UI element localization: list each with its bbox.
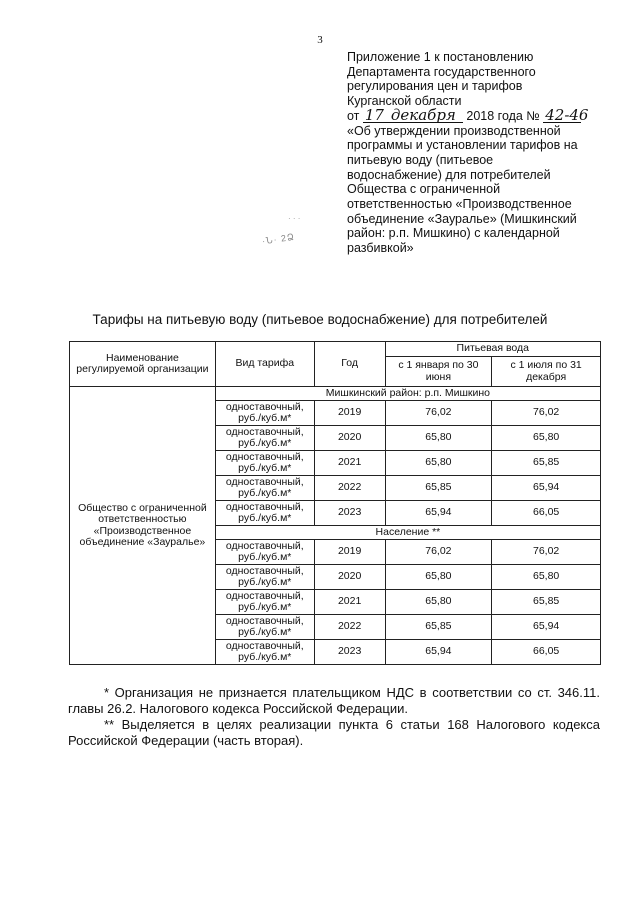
tariff-value-first-half: 76,02 bbox=[385, 540, 492, 565]
resolution-description bbox=[347, 124, 617, 256]
tariff-type-cell: одноставочный, руб./куб.м* bbox=[215, 501, 314, 526]
table-title: Тарифы на питьевую воду (питьевое водоснабжение) для потребителей bbox=[92, 312, 548, 327]
header-tariff-type: Вид тарифа bbox=[215, 342, 314, 387]
description-line: Общества с ограниченной bbox=[347, 182, 501, 197]
description-line: «Об утверждении производственной bbox=[347, 123, 561, 138]
tariff-value-second-half: 65,85 bbox=[492, 451, 601, 476]
year-cell: 2019 bbox=[314, 401, 385, 426]
faint-stamp: ·Ն· 2Ձ bbox=[261, 231, 296, 247]
year-cell: 2022 bbox=[314, 476, 385, 501]
description-line: объединение «Зауралье» (Мишкинский bbox=[347, 211, 577, 226]
appendix-header bbox=[347, 50, 617, 256]
description-line: ответственностью «Производственное bbox=[347, 197, 572, 212]
year-cell: 2019 bbox=[314, 540, 385, 565]
tariff-value-second-half: 76,02 bbox=[492, 540, 601, 565]
description-line: программы и установлении тарифов на bbox=[347, 138, 578, 153]
tariff-value-first-half: 65,94 bbox=[385, 501, 492, 526]
tariff-value-first-half: 65,80 bbox=[385, 590, 492, 615]
tariff-type-cell: одноставочный, руб./куб.м* bbox=[215, 640, 314, 665]
header-period-first-half: с 1 января по 30 июня bbox=[385, 357, 492, 387]
year-cell: 2021 bbox=[314, 590, 385, 615]
footnote-population: ** Выделяется в целях реализации пункта 6 статьи 168 Налогового кодекса Российской Федерации (часть вторая). bbox=[68, 717, 600, 748]
tariff-value-first-half: 65,80 bbox=[385, 426, 492, 451]
section-label: Население ** bbox=[215, 526, 600, 540]
tariff-type-cell: одноставочный, руб./куб.м* bbox=[215, 540, 314, 565]
description-line: разбивкой» bbox=[347, 241, 414, 256]
tariff-value-second-half: 65,85 bbox=[492, 590, 601, 615]
tariff-type-cell: одноставочный, руб./куб.м* bbox=[215, 401, 314, 426]
handwritten-month: декабря bbox=[389, 109, 463, 123]
tariff-value-first-half: 76,02 bbox=[385, 401, 492, 426]
year-cell: 2021 bbox=[314, 451, 385, 476]
section-row bbox=[70, 387, 601, 401]
page-number: 3 bbox=[317, 34, 323, 46]
header-year: Год bbox=[314, 342, 385, 387]
tariff-type-cell: одноставочный, руб./куб.м* bbox=[215, 615, 314, 640]
header-line: Курганской области bbox=[347, 94, 462, 109]
tariff-value-second-half: 65,94 bbox=[492, 476, 601, 501]
tariff-type-cell: одноставочный, руб./куб.м* bbox=[215, 426, 314, 451]
footnotes bbox=[68, 685, 600, 749]
year-cell: 2022 bbox=[314, 615, 385, 640]
section-label: Мишкинский район: р.п. Мишкино bbox=[215, 387, 600, 401]
date-prefix: от bbox=[347, 108, 360, 123]
header-line: регулирования цен и тарифов bbox=[347, 79, 523, 94]
resolution-date-line bbox=[347, 105, 617, 124]
table-header-row bbox=[70, 342, 601, 357]
tariff-value-second-half: 65,80 bbox=[492, 565, 601, 590]
tariff-value-second-half: 66,05 bbox=[492, 640, 601, 665]
handwritten-resolution-number: 42-46 bbox=[545, 105, 589, 124]
header-line: Приложение 1 к постановлению bbox=[347, 50, 534, 64]
year-cell: 2023 bbox=[314, 640, 385, 665]
tariff-value-first-half: 65,80 bbox=[385, 565, 492, 590]
description-line: питьевую воду (питьевое bbox=[347, 152, 494, 167]
description-line: район: р.п. Мишкино) с календарной bbox=[347, 226, 560, 241]
tariff-value-second-half: 65,80 bbox=[492, 426, 601, 451]
footnote-vat: * Организация не признается плательщиком НДС в соответствии со ст. 346.11. главы 26.2. Налогового кодекса Российской Федерации. bbox=[68, 685, 600, 716]
handwritten-day: 17 bbox=[363, 109, 389, 123]
organization-name: Общество с ограниченной ответственностью «Производственное объединение «Зауралье» bbox=[70, 387, 216, 665]
year-cell: 2020 bbox=[314, 426, 385, 451]
tariff-value-second-half: 66,05 bbox=[492, 501, 601, 526]
tariff-type-cell: одноставочный, руб./куб.м* bbox=[215, 590, 314, 615]
tariff-value-first-half: 65,80 bbox=[385, 451, 492, 476]
tariff-table bbox=[69, 341, 601, 665]
year-cell: 2020 bbox=[314, 565, 385, 590]
header-organization: Наименование регулируемой организации bbox=[70, 342, 216, 387]
tariff-type-cell: одноставочный, руб./куб.м* bbox=[215, 565, 314, 590]
tariff-value-first-half: 65,85 bbox=[385, 476, 492, 501]
header-line: Департамента государственного bbox=[347, 64, 536, 79]
tariff-value-first-half: 65,94 bbox=[385, 640, 492, 665]
tariff-value-first-half: 65,85 bbox=[385, 615, 492, 640]
tariff-type-cell: одноставочный, руб./куб.м* bbox=[215, 476, 314, 501]
tariff-value-second-half: 65,94 bbox=[492, 615, 601, 640]
tariff-type-cell: одноставочный, руб./куб.м* bbox=[215, 451, 314, 476]
date-year: 2018 года № bbox=[466, 108, 540, 123]
year-cell: 2023 bbox=[314, 501, 385, 526]
tariff-value-second-half: 76,02 bbox=[492, 401, 601, 426]
scan-noise-icon: · · · bbox=[288, 214, 301, 223]
description-line: водоснабжение) для потребителей bbox=[347, 167, 551, 182]
header-drinking-water: Питьевая вода bbox=[385, 342, 600, 357]
header-period-second-half: с 1 июля по 31 декабря bbox=[492, 357, 601, 387]
